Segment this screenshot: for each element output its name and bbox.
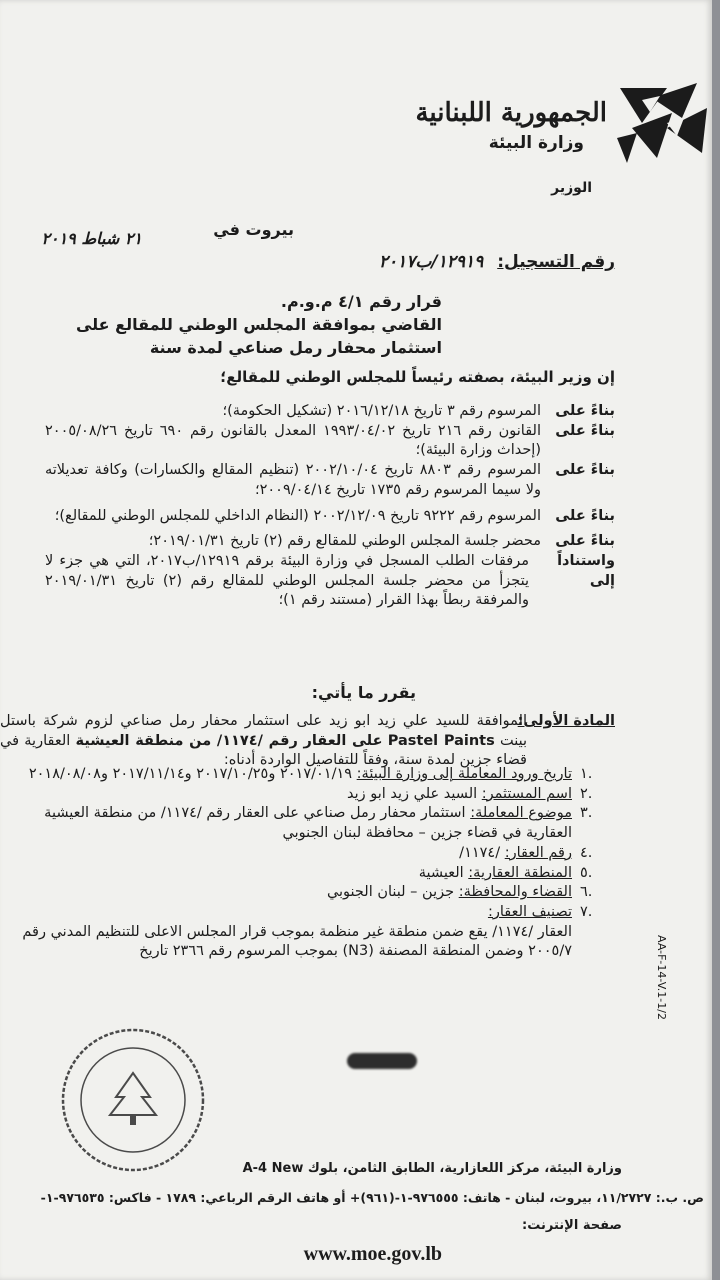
article-one — [0, 712, 615, 771]
recital-text: محضر جلسة المجلس الوطني للمقالع رقم (٢) تاريخ ٢٠١٩/٠١/٣١؛ — [148, 533, 541, 550]
article-one-text-before: الموافقة للسيد علي زيد ابو زيد على استثمار محفار رمل صناعي لزوم شركة باستل بينت — [0, 713, 528, 749]
registration-line — [379, 252, 615, 272]
recital-head: واستناداً إلى — [557, 553, 615, 589]
detail-number: .١ — [580, 766, 593, 782]
article-one-text-bold: على العقار رقم /١١٧٤/ من منطقة العيشية — [75, 732, 383, 749]
recital-text: المرسوم رقم ٩٢٢٢ تاريخ ٢٠٠٢/١٢/٠٩ (النظام الداخلي للمجلس الوطني للمقالع)؛ — [54, 507, 541, 524]
decides-heading: يقرر ما يأتي: — [311, 683, 416, 702]
detail-number: .٥ — [580, 864, 593, 881]
ministry-name: وزارة البيئة — [488, 133, 584, 153]
registration-label: رقم التسجيل: — [497, 252, 615, 272]
recital-text: المرسوم رقم ٨٨٠٣ تاريخ ٢٠٠٢/١٠/٠٤ (تنظيم المقالع والكسارات) وكافة تعديلاته ولا سيما المرسوم رقم ١٧٣٥ تاريخ ٢٠٠٩/٠٤/١٤؛ — [45, 462, 541, 498]
detail-value: استثمار محفار رمل صناعي على العقار رقم /١١٧٤/ من منطقة العيشية العقارية في قضاء جزين – محافظة لبنان الجنوبي — [44, 805, 572, 842]
article-one-head: المادة الأولى: — [517, 713, 615, 729]
decision-title-line2: القاضي بموافقة المجلس الوطني للمقالع على — [75, 315, 442, 335]
recital-head: بناءً على — [555, 507, 615, 524]
article-one-body — [0, 712, 527, 771]
decision-title-line1: قرار رقم ٤/١ م.و.م. — [280, 292, 442, 311]
handwritten-date: ٢١ شباط ٢٠١٩ — [41, 229, 142, 248]
detail-item — [0, 864, 615, 884]
detail-label: موضوع المعاملة: — [470, 805, 572, 822]
republic-title: الجمهورية اللبنانية — [415, 98, 607, 128]
detail-number: .٦ — [580, 884, 593, 901]
detail-label: المنطقة العقارية: — [468, 864, 572, 881]
detail-value: جزين – لبنان الجنوبي — [326, 884, 455, 901]
detail-value: العيشية — [418, 864, 464, 881]
recital-head: بناءً على — [555, 533, 615, 550]
republic-logo-icon — [612, 78, 712, 168]
detail-label: تاريخ ورود المعاملة إلى وزارة البيئة: — [356, 766, 572, 782]
document-reference-code: AA-F-14-V.1-1/2 — [655, 935, 668, 1020]
article-one-text-after: العقارية في قضاء جزين لمدة سنة، وفقاً للتفاصيل الواردة أدناه: — [0, 732, 527, 769]
detail-number: .٣ — [580, 805, 593, 822]
detail-label: القضاء والمحافظة: — [458, 884, 572, 901]
recital-head: بناءً على — [555, 403, 615, 419]
detail-value: /١١٧٤/ — [459, 844, 501, 861]
detail-number: .٧ — [580, 904, 593, 921]
intro-line: إن وزير البيئة، بصفته رئيساً للمجلس الوطني للمقالع؛ — [220, 368, 615, 386]
detail-label: اسم المستثمر: — [481, 785, 572, 802]
footer-site-label: صفحة الإنترنت: — [522, 1218, 622, 1233]
website-link[interactable]: www.moe.gov.lb — [303, 1243, 442, 1265]
recital-item — [45, 461, 615, 500]
footer-contacts: ص. ب.: ١١/٢٧٢٧، بيروت، لبنان - هاتف: ٩٧٦٥٥٥-١-(٩٦١)+ أو هاتف الرقم الرباعي: ١٧٨٩ - فاكس: ٩٧٦٥٣٥-١- — [40, 1190, 704, 1205]
details-list — [0, 765, 615, 962]
recital-text: مرفقات الطلب المسجل في وزارة البيئة برقم ١٢٩١٩/ب٢٠١٧، التي هي جزء لا يتجزأ من محضر جلسة المجلس الوطني للمقالع رقم (٢) تاريخ ٢٠١٩/٠١/٣١ والمرفقة ربطاً بهذا القرار (مستند رقم ١)؛ — [45, 553, 529, 609]
recital-item — [45, 552, 615, 611]
article-one-company: Pastel Paints — [387, 732, 495, 749]
detail-label: رقم العقار: — [504, 844, 572, 861]
detail-value: السيد علي زيد ابو زيد — [346, 785, 478, 802]
recital-item — [45, 507, 615, 527]
footer-address: وزارة البيئة، مركز اللعازارية، الطابق الثامن، بلوك A-4 New — [242, 1161, 622, 1176]
recital-head: بناءً على — [555, 462, 615, 479]
recital-text: المرسوم رقم ٣ تاريخ ٢٠١٦/١٢/١٨ (تشكيل الحكومة)؛ — [222, 403, 541, 419]
recital-item — [45, 422, 615, 461]
registration-number: ١٢٩١٩/ب٢٠١٧ — [378, 252, 484, 272]
official-stamp-icon — [58, 1025, 208, 1175]
detail-label: تصنيف العقار: — [487, 904, 572, 921]
detail-item — [0, 844, 615, 864]
recital-head: بناءً على — [555, 422, 615, 439]
detail-value: العقار /١١٧٤/ يقع ضمن منطقة غير منظمة بموجب قرار المجلس الاعلى للتنظيم المدني رقم ٢٠٠٥/٧ وضمن المنطقة المصنفة (N3) بموجب المرسوم رقم ٢٣٦٦ تاريخ — [22, 923, 572, 960]
recital-item — [45, 402, 615, 422]
detail-item — [0, 765, 615, 785]
date-city-label: بيروت في — [213, 220, 294, 239]
decision-title-line3: استثمار محفار رمل صناعي لمدة سنة — [149, 338, 442, 358]
detail-item — [0, 903, 615, 962]
recitals-list — [45, 402, 615, 611]
recital-item — [45, 532, 615, 552]
minister-label: الوزير — [551, 180, 592, 196]
redaction-mark — [347, 1053, 417, 1069]
detail-item — [0, 883, 615, 903]
detail-value: ٢٠١٧/٠١/١٩ و٢٠١٧/١٠/٢٥ و٢٠١٧/١١/١٤ و٢٠١٨/٠٨/٠٨ — [28, 766, 353, 782]
recital-text: القانون رقم ٢١٦ تاريخ ١٩٩٣/٠٤/٠٢ المعدل بالقانون رقم ٦٩٠ تاريخ ٢٠٠٥/٠٨/٢٦ (إحداث وزارة البيئة)؛ — [45, 422, 542, 459]
detail-item — [0, 804, 615, 843]
detail-item — [0, 785, 615, 805]
decision-title — [76, 290, 442, 360]
detail-number: .٢ — [580, 785, 593, 802]
detail-number: .٤ — [580, 844, 593, 861]
